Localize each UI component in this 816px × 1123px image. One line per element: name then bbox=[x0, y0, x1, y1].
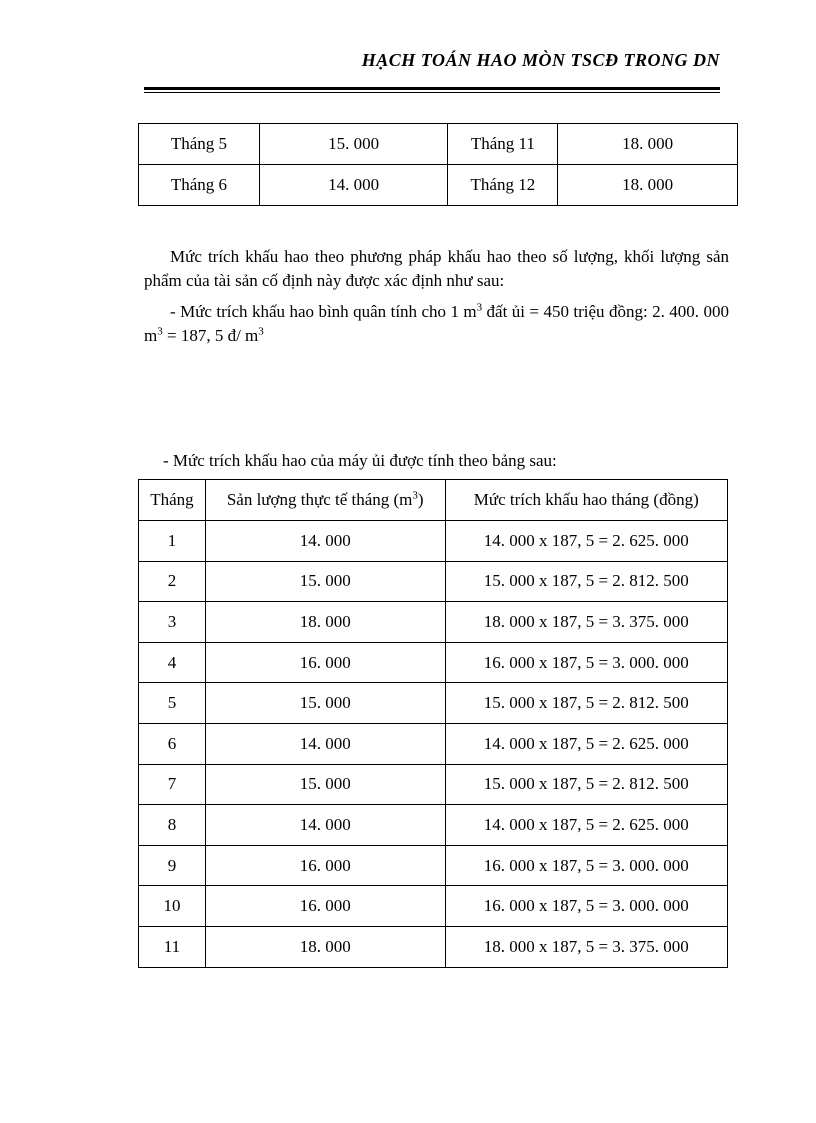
cell-actual-output: 15. 000 bbox=[205, 764, 445, 805]
cell-actual-output: 14. 000 bbox=[205, 805, 445, 846]
cell-depreciation: 16. 000 x 187, 5 = 3. 000. 000 bbox=[445, 886, 728, 927]
cell-month: 2 bbox=[139, 561, 206, 602]
cell-depreciation: 14. 000 x 187, 5 = 2. 625. 000 bbox=[445, 521, 728, 562]
header-output-close: ) bbox=[417, 490, 424, 509]
cell-month: 5 bbox=[139, 683, 206, 724]
cell-actual-output: 14. 000 bbox=[205, 723, 445, 764]
top-table-row bbox=[139, 165, 738, 206]
cell-actual-output: 16. 000 bbox=[205, 642, 445, 683]
table-row bbox=[139, 805, 728, 846]
header-rule-thick bbox=[144, 87, 720, 90]
average-rate-text-3: = 187, 5 đ/ m bbox=[162, 326, 259, 345]
superscript-3: 3 bbox=[258, 325, 264, 338]
cell-actual-output: 16. 000 bbox=[205, 886, 445, 927]
cell-actual-output: 14. 000 bbox=[205, 521, 445, 562]
cell-depreciation: 14. 000 x 187, 5 = 2. 625. 000 bbox=[445, 723, 728, 764]
cell-month: 8 bbox=[139, 805, 206, 846]
page-header-title: HẠCH TOÁN HAO MÒN TSCĐ TRONG DN bbox=[361, 50, 720, 70]
table-row bbox=[139, 561, 728, 602]
average-rate-text-1: - Mức trích khấu hao bình quân tính cho 1 m bbox=[170, 302, 477, 321]
top-table-row bbox=[139, 124, 738, 165]
top-table-cell: Tháng 5 bbox=[139, 124, 260, 165]
monthly-output-table-continued bbox=[138, 123, 738, 206]
cell-depreciation: 15. 000 x 187, 5 = 2. 812. 500 bbox=[445, 683, 728, 724]
superscript-3: 3 bbox=[476, 301, 483, 314]
cell-depreciation: 16. 000 x 187, 5 = 3. 000. 000 bbox=[445, 642, 728, 683]
table-row bbox=[139, 886, 728, 927]
header-rule-thin bbox=[144, 92, 720, 93]
superscript-3: 3 bbox=[157, 325, 163, 338]
cell-month: 7 bbox=[139, 764, 206, 805]
depreciation-table-body bbox=[139, 521, 728, 968]
header-month: Tháng bbox=[139, 480, 206, 521]
cell-depreciation: 15. 000 x 187, 5 = 2. 812. 500 bbox=[445, 764, 728, 805]
top-table-cell: Tháng 11 bbox=[448, 124, 558, 165]
table-row bbox=[139, 602, 728, 643]
method-intro-paragraph: Mức trích khấu hao theo phương pháp khấu hao theo số lượng, khối lượng sản phẩm của tài sản cố định này được xác định như sau: bbox=[144, 247, 729, 290]
cell-actual-output: 16. 000 bbox=[205, 845, 445, 886]
cell-depreciation: 18. 000 x 187, 5 = 3. 375. 000 bbox=[445, 926, 728, 967]
top-table-cell: 18. 000 bbox=[558, 165, 738, 206]
cell-depreciation: 15. 000 x 187, 5 = 2. 812. 500 bbox=[445, 561, 728, 602]
header-output-text: Sản lượng thực tế tháng (m bbox=[226, 490, 413, 509]
average-rate-paragraph bbox=[144, 300, 729, 348]
depreciation-table-header-row bbox=[139, 480, 728, 521]
top-table-cell: 14. 000 bbox=[259, 165, 448, 206]
cell-month: 10 bbox=[139, 886, 206, 927]
table-row bbox=[139, 521, 728, 562]
cell-actual-output: 15. 000 bbox=[205, 683, 445, 724]
table-row bbox=[139, 926, 728, 967]
top-table-cell: Tháng 6 bbox=[139, 165, 260, 206]
table-row bbox=[139, 845, 728, 886]
table-row bbox=[139, 764, 728, 805]
cell-depreciation: 14. 000 x 187, 5 = 2. 625. 000 bbox=[445, 805, 728, 846]
cell-depreciation: 16. 000 x 187, 5 = 3. 000. 000 bbox=[445, 845, 728, 886]
header-depreciation: Mức trích khấu hao tháng (đồng) bbox=[445, 480, 728, 521]
table-intro-paragraph: - Mức trích khấu hao của máy ủi được tính theo bảng sau: bbox=[163, 451, 557, 470]
top-table-cell: Tháng 12 bbox=[448, 165, 558, 206]
cell-actual-output: 15. 000 bbox=[205, 561, 445, 602]
average-rate-text-2: đất ủi = 450 triệu đồng: 2. 400. 000 m bbox=[144, 302, 729, 345]
table-row bbox=[139, 642, 728, 683]
cell-depreciation: 18. 000 x 187, 5 = 3. 375. 000 bbox=[445, 602, 728, 643]
cell-month: 6 bbox=[139, 723, 206, 764]
cell-month: 4 bbox=[139, 642, 206, 683]
header-output-sup: 3 bbox=[412, 489, 418, 502]
cell-actual-output: 18. 000 bbox=[205, 926, 445, 967]
cell-month: 3 bbox=[139, 602, 206, 643]
cell-month: 9 bbox=[139, 845, 206, 886]
top-table-cell: 18. 000 bbox=[558, 124, 738, 165]
cell-month: 1 bbox=[139, 521, 206, 562]
table-row bbox=[139, 723, 728, 764]
top-table-body bbox=[139, 124, 738, 206]
cell-month: 11 bbox=[139, 926, 206, 967]
table-row bbox=[139, 683, 728, 724]
depreciation-table bbox=[138, 479, 728, 968]
cell-actual-output: 18. 000 bbox=[205, 602, 445, 643]
top-table-cell: 15. 000 bbox=[259, 124, 448, 165]
header-actual-output bbox=[205, 480, 445, 521]
